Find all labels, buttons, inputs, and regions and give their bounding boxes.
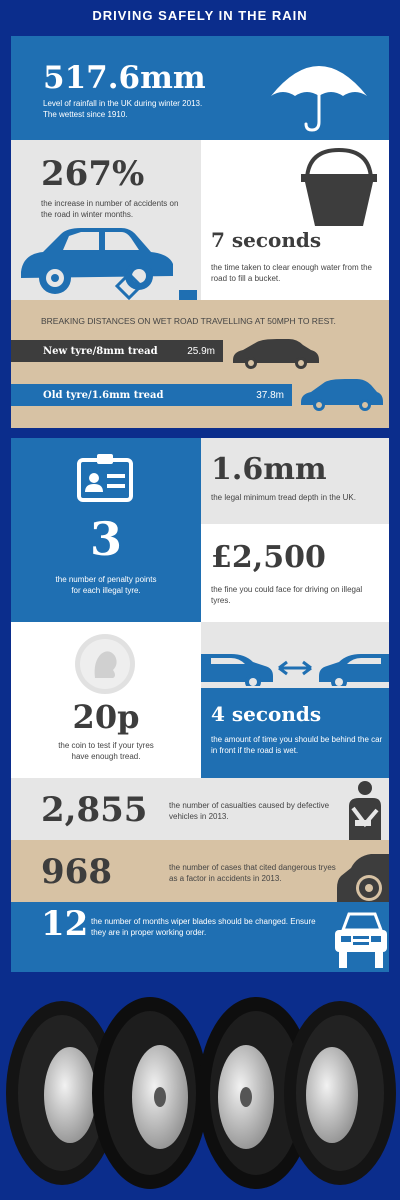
cases-caption: the number of cases that cited dangerous tryes as a factor in accidents in 2013. xyxy=(169,863,336,883)
braking-value-new: 25.9m xyxy=(187,345,215,357)
braking-label-old: Old tyre/1.6mm tread xyxy=(43,389,164,401)
casualties-section xyxy=(11,778,389,840)
casualties-caption: the number of casualties caused by defective vehicles in 2013. xyxy=(169,801,330,821)
panel-tyre-facts xyxy=(11,438,389,972)
gap-value: 4 seconds xyxy=(211,702,322,726)
car-following-icon xyxy=(201,634,389,686)
rainfall-section xyxy=(11,36,389,140)
tyre-pair-right xyxy=(198,997,396,1189)
id-card-icon xyxy=(77,452,133,502)
wipers-value: 12 xyxy=(41,904,89,944)
page-title: DRIVING SAFELY IN THE RAIN xyxy=(92,8,308,23)
cases-section xyxy=(11,840,389,902)
tyres-image xyxy=(0,995,400,1195)
tread-value: 1.6mm xyxy=(211,452,327,487)
braking-section xyxy=(11,300,389,428)
rainfall-caption: Level of rainfall in the UK during winter 2013. The wettest since 1910. xyxy=(43,99,203,119)
rainfall-value: 517.6mm xyxy=(43,60,206,96)
gap-caption: the amount of time you should be behind the car in front if the road is wet. xyxy=(211,735,383,755)
braking-bar-old xyxy=(11,384,292,406)
gap-section xyxy=(201,622,389,778)
casualties-value: 2,855 xyxy=(41,790,148,830)
penalty-value: 3 xyxy=(89,512,122,566)
bucket-caption: the time taken to clear enough water from the road to fill a bucket. xyxy=(211,263,372,283)
fine-section xyxy=(201,524,389,622)
car-new-tyre-icon xyxy=(231,338,321,370)
fine-caption: the fine you could face for driving on illegal tyres. xyxy=(211,585,363,605)
penalty-caption: the number of penalty points for each illegal tyre. xyxy=(55,575,157,595)
bucket-value: 7 seconds xyxy=(211,228,322,252)
penalty-section xyxy=(11,438,201,622)
wipers-caption: the number of months wiper blades should be changed. Ensure they are in proper working order. xyxy=(91,917,316,937)
accidents-value: 267% xyxy=(41,154,145,194)
cases-value: 968 xyxy=(41,852,112,892)
braking-bar-new xyxy=(11,340,223,362)
braking-value-old: 37.8m xyxy=(256,389,284,401)
accidents-caption: the increase in number of accidents on the road in winter months. xyxy=(41,199,179,219)
braking-label-new: New tyre/8mm tread xyxy=(43,345,158,357)
accidents-section xyxy=(11,140,201,300)
tread-caption: the legal minimum tread depth in the UK. xyxy=(211,493,356,502)
coin-section xyxy=(11,622,201,778)
car-wheel-icon xyxy=(337,846,389,902)
car-old-tyre-icon xyxy=(299,378,385,412)
braking-heading: BREAKING DISTANCES ON WET ROAD TRAVELLING AT 50MPH TO REST. xyxy=(41,316,336,326)
coin-icon xyxy=(73,632,137,696)
injured-person-icon xyxy=(341,780,385,840)
fine-value: £2,500 xyxy=(211,540,326,575)
coin-caption: the coin to test if your tyres have enough tread. xyxy=(58,741,154,761)
bucket-icon xyxy=(299,148,379,228)
panel-rain-facts xyxy=(11,36,389,428)
coin-value: 20p xyxy=(72,698,140,736)
tread-section xyxy=(201,438,389,524)
car-wiper-icon xyxy=(333,910,389,970)
bucket-section xyxy=(201,140,389,300)
wipers-section xyxy=(11,902,389,972)
umbrella-icon xyxy=(269,54,369,134)
tyre-pair-left xyxy=(6,997,208,1189)
car-jack-icon xyxy=(17,224,197,300)
